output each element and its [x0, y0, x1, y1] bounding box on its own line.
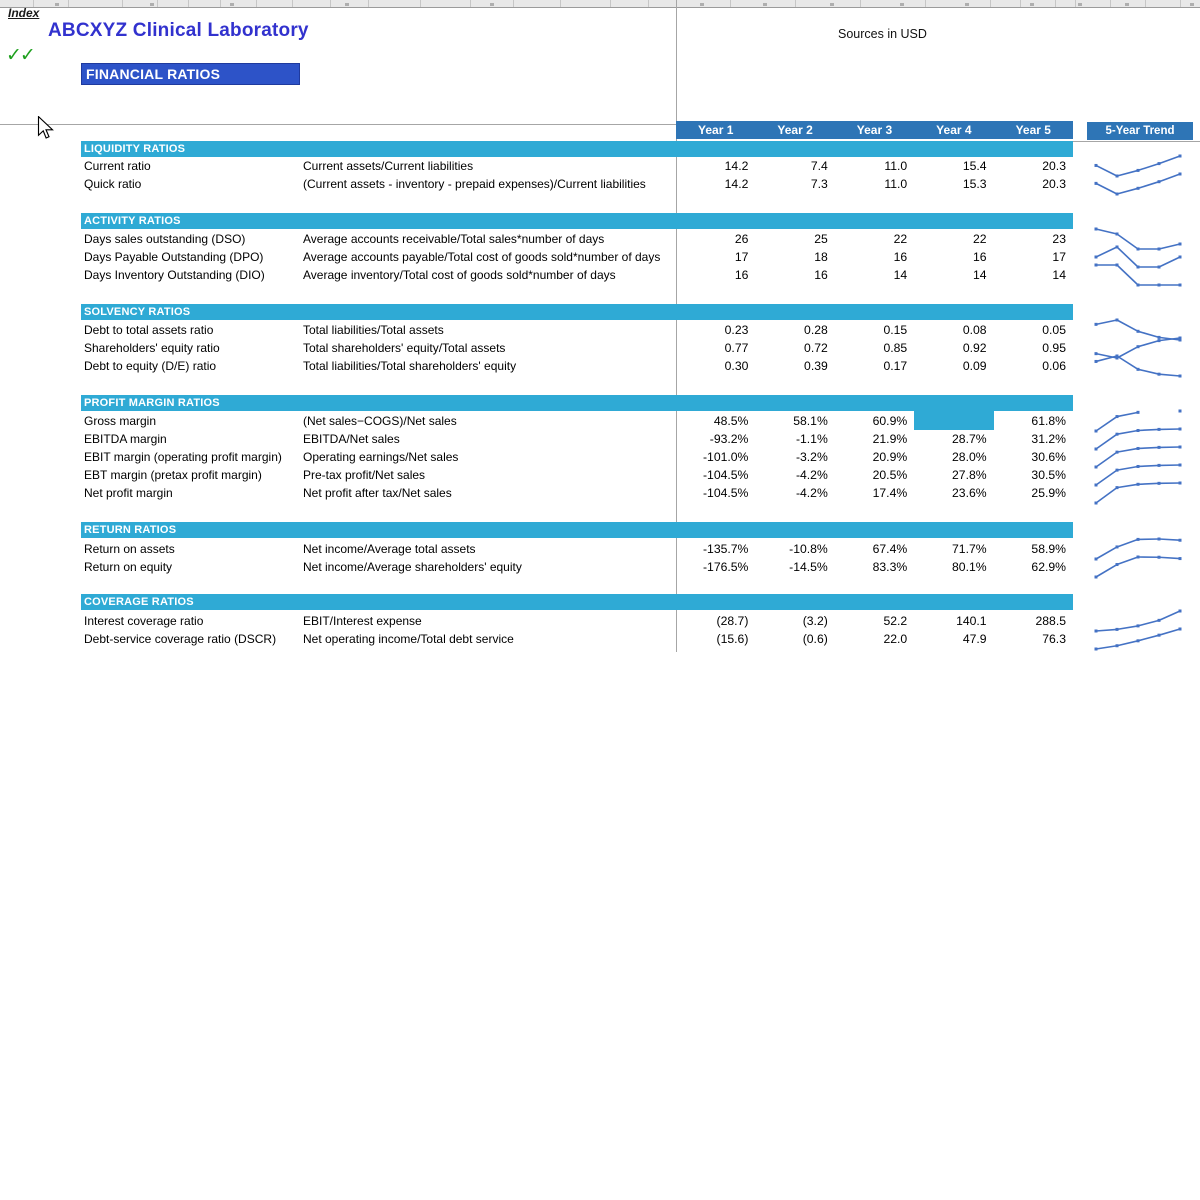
value-cell[interactable]: 62.9%: [1031, 560, 1066, 574]
value-cell[interactable]: -4.2%: [795, 468, 828, 482]
value-cell[interactable]: -14.5%: [789, 560, 828, 574]
value-cell[interactable]: 48.5%: [713, 414, 749, 428]
value-cell[interactable]: 30.5%: [1031, 468, 1066, 482]
column-separator: [420, 0, 421, 7]
ratio-label[interactable]: Net profit margin: [84, 486, 173, 500]
section-band-coverage-ratios[interactable]: COVERAGE RATIOS: [81, 594, 1073, 610]
year-header-cell-2[interactable]: Year 2: [777, 123, 813, 137]
value-cell[interactable]: 0.17: [883, 359, 908, 373]
year-header-cell-1[interactable]: Year 1: [698, 123, 734, 137]
ratio-label[interactable]: Debt to equity (D/E) ratio: [84, 359, 217, 373]
value-cell[interactable]: 0.77: [724, 341, 749, 355]
ratio-formula[interactable]: Net income/Average shareholders' equity: [303, 560, 522, 574]
value-cell[interactable]: 16: [734, 268, 749, 282]
value-cell[interactable]: -3.2%: [795, 450, 828, 464]
clipped-column-letter: [150, 3, 154, 6]
ratio-label[interactable]: EBT margin (pretax profit margin): [84, 468, 262, 482]
value-cell[interactable]: 0.85: [883, 341, 908, 355]
value-cell[interactable]: 14: [893, 268, 908, 282]
value-cell[interactable]: 22: [973, 232, 987, 246]
value-cell[interactable]: 0.06: [1042, 359, 1066, 373]
clipped-column-letter: [1030, 3, 1034, 6]
value-cell[interactable]: 16: [814, 268, 828, 282]
value-cell[interactable]: -176.5%: [702, 560, 749, 574]
ratio-formula[interactable]: Average inventory/Total cost of goods sold*number of days: [303, 268, 616, 282]
column-separator: [330, 0, 331, 7]
ratio-label[interactable]: Interest coverage ratio: [84, 614, 204, 628]
value-cell[interactable]: 14: [1052, 268, 1066, 282]
ratio-label[interactable]: Return on assets: [84, 542, 175, 556]
ratio-formula[interactable]: (Current assets - inventory - prepaid expenses)/Current liabilities: [303, 177, 646, 191]
clipped-column-letter: [230, 3, 234, 6]
column-separator: [1055, 0, 1056, 7]
ratio-formula[interactable]: Total liabilities/Total shareholders' equity: [303, 359, 517, 373]
value-cell[interactable]: 140.1: [956, 614, 987, 628]
value-cell[interactable]: 23.6%: [952, 486, 987, 500]
column-separator: [730, 0, 731, 7]
value-cell[interactable]: 47.9: [962, 632, 987, 646]
section-band-profit-margin-ratios[interactable]: PROFIT MARGIN RATIOS: [81, 395, 1073, 411]
sparkline-5yr: [1090, 552, 1186, 582]
section-band-liquidity-ratios[interactable]: LIQUIDITY RATIOS: [81, 141, 1073, 157]
column-separator: [513, 0, 514, 7]
column-separator: [368, 0, 369, 7]
value-cell[interactable]: 11.0: [884, 159, 908, 173]
value-cell[interactable]: 18: [814, 250, 828, 264]
value-cell[interactable]: 0.39: [804, 359, 828, 373]
clipped-column-letter: [965, 3, 969, 6]
value-cell[interactable]: 23: [1052, 232, 1066, 246]
column-separator: [220, 0, 221, 7]
column-separator: [122, 0, 123, 7]
value-cell[interactable]: 28.0%: [952, 450, 987, 464]
column-separator: [648, 0, 649, 7]
clipped-column-letter: [700, 3, 704, 6]
value-cell[interactable]: 27.8%: [952, 468, 987, 482]
value-cell[interactable]: 60.9%: [872, 414, 908, 428]
column-separator: [1180, 0, 1181, 7]
column-separator: [256, 0, 257, 7]
ratio-label[interactable]: Days sales outstanding (DSO): [84, 232, 246, 246]
trend-header[interactable]: 5-Year Trend: [1087, 122, 1193, 140]
ratio-label[interactable]: Debt-service coverage ratio (DSCR): [84, 632, 277, 646]
clipped-column-letter: [55, 3, 59, 6]
value-cell[interactable]: 16: [893, 250, 908, 264]
column-separator: [188, 0, 189, 7]
value-cell[interactable]: -10.8%: [789, 542, 828, 556]
value-cell[interactable]: 83.3%: [872, 560, 908, 574]
financial-ratios-banner: FINANCIAL RATIOS: [81, 63, 300, 85]
column-separator: [470, 0, 471, 7]
value-cell[interactable]: 0.09: [962, 359, 987, 373]
pane-divider-horizontal: [0, 124, 676, 125]
ratio-label[interactable]: Debt to total assets ratio: [84, 323, 214, 337]
section-band-return-ratios[interactable]: RETURN RATIOS: [81, 522, 1073, 538]
value-cell[interactable]: 0.92: [962, 341, 987, 355]
clipped-column-letter: [830, 3, 834, 6]
value-cell[interactable]: 14: [973, 268, 987, 282]
clipped-column-letter: [763, 3, 767, 6]
value-cell[interactable]: 58.9%: [1031, 542, 1066, 556]
value-cell[interactable]: 30.6%: [1031, 450, 1066, 464]
trend-column-gridline: [1073, 141, 1200, 142]
value-cell[interactable]: 7.3: [810, 177, 828, 191]
value-cell[interactable]: 17: [1052, 250, 1066, 264]
value-cell[interactable]: (0.6): [802, 632, 828, 646]
ratio-formula[interactable]: (Net sales−COGS)/Net sales: [303, 414, 457, 428]
value-cell[interactable]: 80.1%: [952, 560, 987, 574]
value-cell[interactable]: -104.5%: [702, 486, 749, 500]
column-separator: [925, 0, 926, 7]
ratio-label[interactable]: EBIT margin (operating profit margin): [84, 450, 282, 464]
ratio-label[interactable]: EBITDA margin: [84, 432, 167, 446]
value-cell[interactable]: 58.1%: [793, 414, 828, 428]
index-link[interactable]: Index: [8, 6, 40, 20]
value-cell[interactable]: 288.5: [1035, 614, 1066, 628]
value-cell[interactable]: 0.95: [1042, 341, 1066, 355]
value-cell[interactable]: (15.6): [716, 632, 749, 646]
sparkline-5yr: [1090, 478, 1186, 508]
ratio-label[interactable]: Days Payable Outstanding (DPO): [84, 250, 264, 264]
value-cell[interactable]: 7.4: [810, 159, 828, 173]
ratio-label[interactable]: Shareholders' equity ratio: [84, 341, 220, 355]
clipped-column-letter: [1125, 3, 1129, 6]
sparkline-5yr: [1090, 260, 1186, 290]
value-cell[interactable]: 21.9%: [872, 432, 908, 446]
ratio-formula[interactable]: EBITDA/Net sales: [303, 432, 400, 446]
value-cell[interactable]: 20.3: [1042, 177, 1066, 191]
value-cell[interactable]: 61.8%: [1031, 414, 1066, 428]
value-cell[interactable]: 14.2: [724, 177, 749, 191]
column-separator: [795, 0, 796, 7]
checkmarks-icon: ✓✓: [6, 45, 34, 66]
ratio-formula[interactable]: Operating earnings/Net sales: [303, 450, 459, 464]
value-cell[interactable]: 28.7%: [952, 432, 987, 446]
column-separator: [292, 0, 293, 7]
sparkline-5yr: [1090, 351, 1186, 381]
value-cell[interactable]: 0.72: [804, 341, 828, 355]
clipped-column-letter: [1190, 3, 1194, 6]
clipped-column-letter: [490, 3, 494, 6]
mouse-cursor-icon: [37, 116, 55, 141]
column-separator: [68, 0, 69, 7]
column-separator: [860, 0, 861, 7]
ratio-formula[interactable]: Average accounts payable/Total cost of goods sold*number of days: [303, 250, 661, 264]
value-cell[interactable]: 0.30: [724, 359, 749, 373]
column-separator: [1020, 0, 1021, 7]
sparkline-5yr: [1090, 624, 1186, 654]
column-separator: [560, 0, 561, 7]
clipped-column-letter: [900, 3, 904, 6]
value-cell[interactable]: 52.2: [883, 614, 908, 628]
column-header-strip: [0, 0, 1200, 8]
column-separator: [610, 0, 611, 7]
section-band-activity-ratios[interactable]: ACTIVITY RATIOS: [81, 213, 1073, 229]
value-cell[interactable]: -104.5%: [702, 468, 749, 482]
ratio-formula[interactable]: Average accounts receivable/Total sales*number of days: [303, 232, 605, 246]
value-cell[interactable]: 31.2%: [1031, 432, 1066, 446]
ratio-formula[interactable]: Pre-tax profit/Net sales: [303, 468, 426, 482]
value-cell[interactable]: -135.7%: [702, 542, 749, 556]
value-cell[interactable]: (28.7): [716, 614, 749, 628]
column-separator: [1075, 0, 1076, 7]
value-cell[interactable]: -93.2%: [709, 432, 749, 446]
value-cell[interactable]: 20.5%: [872, 468, 908, 482]
value-cell[interactable]: 0.28: [804, 323, 828, 337]
value-cell[interactable]: 0.15: [883, 323, 908, 337]
value-cell[interactable]: -4.2%: [795, 486, 828, 500]
ratio-formula[interactable]: Net operating income/Total debt service: [303, 632, 514, 646]
value-cell[interactable]: -1.1%: [795, 432, 828, 446]
ratio-label[interactable]: Current ratio: [84, 159, 151, 173]
ratio-label[interactable]: Days Inventory Outstanding (DIO): [84, 268, 265, 282]
value-cell[interactable]: 16: [973, 250, 987, 264]
column-separator: [157, 0, 158, 7]
value-cell[interactable]: 0.05: [1042, 323, 1066, 337]
value-cell[interactable]: 25: [814, 232, 828, 246]
value-cell[interactable]: 26: [734, 232, 749, 246]
highlighted-cell[interactable]: [914, 411, 994, 430]
value-cell[interactable]: 67.4%: [872, 542, 908, 556]
value-cell[interactable]: 17: [734, 250, 749, 264]
value-cell[interactable]: 0.08: [962, 323, 987, 337]
value-cell[interactable]: 17.4%: [872, 486, 908, 500]
column-separator: [990, 0, 991, 7]
ratio-label[interactable]: Return on equity: [84, 560, 173, 574]
value-cell[interactable]: 14.2: [724, 159, 749, 173]
section-band-solvency-ratios[interactable]: SOLVENCY RATIOS: [81, 304, 1073, 320]
value-cell[interactable]: 15.3: [962, 177, 987, 191]
year-header-row: [676, 121, 1073, 139]
value-cell[interactable]: 76.3: [1042, 632, 1066, 646]
year-header-cell-3[interactable]: Year 3: [856, 123, 893, 137]
column-separator: [1110, 0, 1111, 7]
column-separator: [1145, 0, 1146, 7]
value-cell[interactable]: 11.0: [884, 177, 908, 191]
ratio-label[interactable]: Quick ratio: [84, 177, 142, 191]
ratio-formula[interactable]: EBIT/Interest expense: [303, 614, 422, 628]
sparkline-5yr: [1090, 169, 1186, 199]
value-cell[interactable]: 22: [893, 232, 908, 246]
ratio-formula[interactable]: Current assets/Current liabilities: [303, 159, 474, 173]
clipped-column-letter: [1078, 3, 1082, 6]
sources-note: Sources in USD: [838, 27, 927, 41]
value-cell[interactable]: 71.7%: [952, 542, 987, 556]
value-cell[interactable]: -101.0%: [702, 450, 749, 464]
clipped-column-letter: [345, 3, 349, 6]
ratio-formula[interactable]: Total shareholders' equity/Total assets: [303, 341, 506, 355]
page-title: ABCXYZ Clinical Laboratory: [48, 20, 309, 41]
value-cell[interactable]: (3.2): [802, 614, 828, 628]
value-cell[interactable]: 20.3: [1042, 159, 1066, 173]
year-header-cell-4[interactable]: Year 4: [936, 123, 972, 137]
ratio-formula[interactable]: Net income/Average total assets: [303, 542, 476, 556]
value-cell[interactable]: 25.9%: [1031, 486, 1066, 500]
ratio-formula[interactable]: Net profit after tax/Net sales: [303, 486, 452, 500]
year-header-cell-5[interactable]: Year 5: [1015, 123, 1051, 137]
ratio-label[interactable]: Gross margin: [84, 414, 157, 428]
value-cell[interactable]: 0.23: [724, 323, 749, 337]
value-cell[interactable]: 20.9%: [872, 450, 908, 464]
value-cell[interactable]: 22.0: [883, 632, 908, 646]
ratio-formula[interactable]: Total liabilities/Total assets: [303, 323, 444, 337]
value-cell[interactable]: 15.4: [962, 159, 987, 173]
